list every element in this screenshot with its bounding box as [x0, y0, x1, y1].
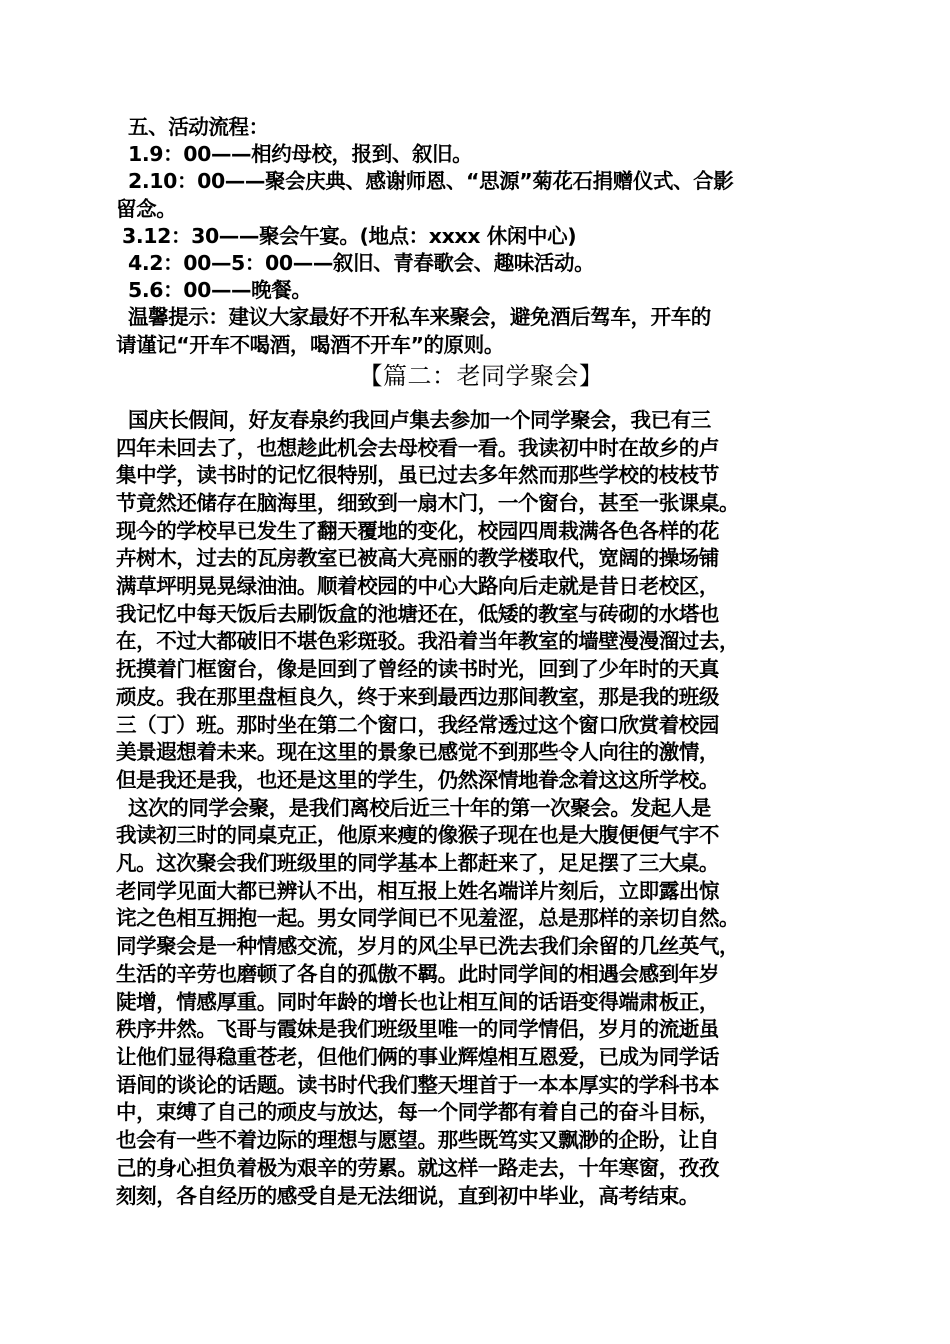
essay-body: [116, 407, 846, 1210]
essay-line: 现今的学校早已发生了翻天覆地的变化，校园四周栽满各色各样的花: [116, 518, 719, 543]
schedule-item-5: 5.6：00——晚餐。: [128, 278, 312, 303]
document-content: [116, 114, 846, 1210]
essay-line: 我读初三时的同桌克正，他原来瘦的像猴子现在也是大腹便便气宇不: [116, 823, 719, 848]
essay-line: 国庆长假间，好友春泉约我回卢集去参加一个同学聚会，我已有三: [128, 407, 711, 432]
section-heading: 五、活动流程：: [128, 115, 269, 139]
schedule-item-4: 4.2：00—5：00——叙旧、青春歌会、趣味活动。: [128, 251, 595, 276]
essay-line: 抚摸着门框窗台，像是回到了曾经的读书时光，回到了少年时的天真: [116, 657, 719, 682]
schedule-item-2-continued: 留念。: [116, 196, 177, 221]
essay-line: 满草坪明晃晃绿油油。顺着校园的中心大路向后走就是昔日老校区，: [116, 574, 719, 599]
essay-line: 语间的谈论的话题。读书时代我们整天埋首于一本本厚实的学科书本: [116, 1072, 719, 1097]
essay-line: 在，不过大都破旧不堪色彩斑驳。我沿着当年教室的墙壁漫漫溜过去，: [116, 629, 740, 654]
essay-line: 节竟然还储存在脑海里，细致到一扇木门，一个窗台，甚至一张课桌。: [116, 490, 740, 515]
part-two-title: 【篇二：老同学聚会】: [358, 361, 604, 390]
essay-line: 三（丁）班。那时坐在第二个窗口，我经常透过这个窗口欣赏着校园: [116, 712, 719, 737]
essay-line: 卉树木，过去的瓦房教室已被高大亮丽的教学楼取代，宽阔的操场铺: [116, 546, 719, 571]
essay-line: 但是我还是我，也还是这里的学生，仍然深情地眷念着这这所学校。: [116, 767, 719, 792]
schedule-item-3: 3.12：30——聚会午宴。(地点：xxxx 休闲中心): [122, 223, 577, 248]
essay-line: 陡增，情感厚重。同时年龄的增长也让相互间的话语变得端肃板正，: [116, 989, 719, 1014]
schedule-item-1: 1.9：00——相约母校，报到、叙旧。: [128, 142, 473, 167]
essay-line: 集中学，读书时的记忆很特别，虽已过去多年然而那些学校的枝枝节: [116, 463, 719, 488]
essay-line: 也会有一些不着边际的理想与愿望。那些既笃实又飘渺的企盼，让自: [116, 1128, 719, 1153]
essay-line: 凡。这次聚会我们班级里的同学基本上都赶来了，足足摆了三大桌。: [116, 851, 719, 876]
essay-line: 这次的同学会聚，是我们离校后近三十年的第一次聚会。发起人是: [128, 795, 711, 820]
essay-line: 顽皮。我在那里盘桓良久，终于来到最西边那间教室，那是我的班级: [116, 684, 719, 709]
essay-line: 同学聚会是一种情感交流，岁月的风尘早已洗去我们余留的几丝英气，: [116, 934, 740, 959]
essay-line: 诧之色相互拥抱一起。男女同学间已不见羞涩，总是那样的亲切自然。: [116, 906, 740, 931]
essay-line: 四年未回去了，也想趁此机会去母校看一看。我读初中时在故乡的卢: [116, 435, 719, 460]
essay-line: 让他们显得稳重苍老，但他们俩的事业辉煌相互恩爱，已成为同学话: [116, 1045, 719, 1069]
essay-line: 生活的辛劳也磨顿了各自的孤傲不羁。此时同学间的相遇会感到年岁: [116, 961, 719, 986]
tip-line-1: 温馨提示：建议大家最好不开私车来聚会，避免酒后驾车，开车的: [128, 305, 711, 330]
essay-line: 己的身心担负着极为艰辛的劳累。就这样一路走去，十年寒窗，孜孜: [116, 1155, 719, 1180]
tip-line-2: 请谨记“开车不喝酒，喝酒不开车”的原则。: [116, 332, 504, 357]
essay-line: 中，束缚了自己的顽皮与放达，每一个同学都有着自己的奋斗目标，: [116, 1100, 719, 1125]
essay-line: 我记忆中每天饭后去刷饭盒的池塘还在，低矮的教室与砖砌的水塔也: [116, 601, 719, 626]
essay-line: 秩序井然。飞哥与霞妹是我们班级里唯一的同学情侣，岁月的流逝虽: [116, 1017, 719, 1042]
essay-line: 老同学见面大都已辨认不出，相互报上姓名端详片刻后，立即露出惊: [116, 878, 719, 903]
essay-line: 刻刻，各自经历的感受自是无法细说，直到初中毕业，高考结束。: [116, 1183, 699, 1208]
essay-line: 美景遐想着未来。现在这里的景象已感觉不到那些令人向往的激情，: [116, 740, 719, 765]
schedule-item-2: 2.10：00——聚会庆典、感谢师恩、“思源”菊花石捐赠仪式、合影: [128, 169, 734, 194]
